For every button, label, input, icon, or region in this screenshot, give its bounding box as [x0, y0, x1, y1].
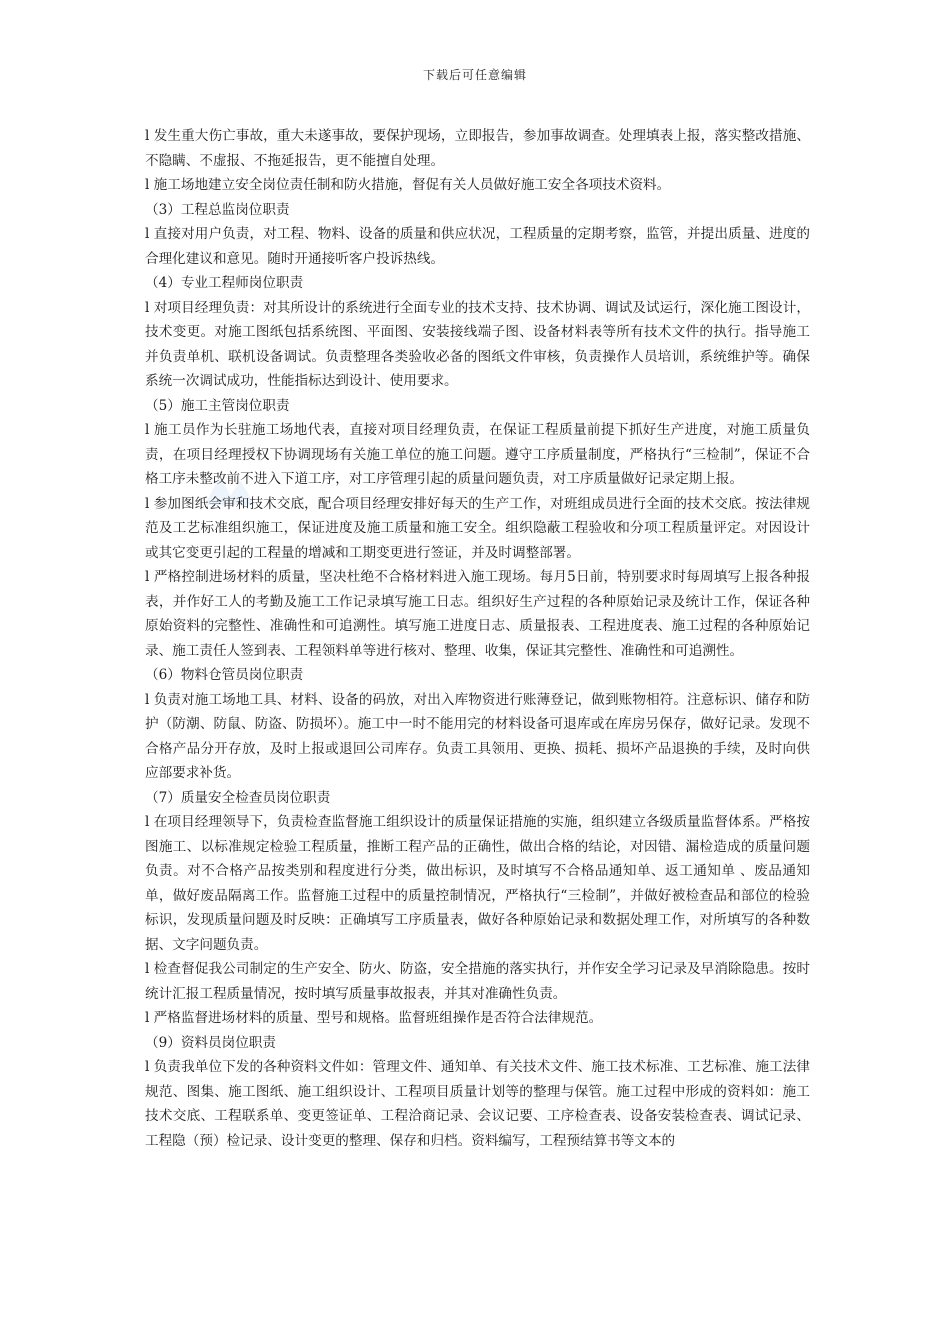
paragraph: l 负责对施工场地工具、材料、设备的码放，对出入库物资进行账薄登记，做到账物相符。注意标识、储存和防护（防潮、防鼠、防盗、防损坏）。施工中一时不能用完的材料设备可退库或在库房另保存，做好记录。发现不合格产品分开存放，及时上报或退回公司库存。负责工具领用、更换、损耗、损坏产品退换的手续，及时向供应部要求补货。 — [145, 691, 810, 781]
page-header: 下载后可任意编辑 — [422, 68, 527, 82]
paragraph: l 在项目经理领导下，负责检查监督施工组织设计的质量保证措施的实施，组织建立各级质量监督体系。严格按图施工、以标准规定检验工程质量，推断工程产品的正确性，做出合格的结论，对因错、漏检造成的质量问题负责。对不合格产品按类别和程度进行分类，做出标识，及时填写不合格品通知单、返工通知单 、废品通知单，做好废品隔离工作。监督施工过程中的质量控制情况，严格执行“三检制”，并做好被检查品和部位的检验标识，发现质量问题及时反映：正确填写工序质量表，做好各种原始记录和数据处理工作，对所填写的各种数据、文字问题负责。 — [145, 814, 810, 953]
section-heading: （4）专业工程师岗位职责 — [145, 275, 304, 291]
section-heading: （3）工程总监岗位职责 — [145, 201, 290, 218]
paragraph: l 检查督促我公司制定的生产安全、防火、防盗，安全措施的落实执行，并作安全学习记录及早消除隐患。按时统计汇报工程质量情况，按时填写质量事故报表，并其对准确性负责。 — [145, 961, 810, 1002]
paragraph: l 施工场地建立安全岗位责任制和防火措施，督促有关人员做好施工安全各项技术资料。 — [145, 177, 671, 193]
section-heading: （5）施工主管岗位职责 — [145, 397, 290, 414]
section-heading: （9）资料员岗位职责 — [145, 1034, 276, 1051]
paragraph: l 施工员作为长驻施工场地代表，直接对项目经理负责，在保证工程质量前提下抓好生产进度，对施工质量负责，在项目经理授权下协调现场有关施工单位的施工问题。遵守工序质量制度，严格执行“三检制”，保证不合格工序未整改前不进入下道工序，对工序管理引起的质量问题负责，对工序质量做好记录定期上报。 — [145, 422, 810, 487]
paragraph: l 严格监督进场材料的质量、型号和规格。监督班组操作是否符合法律规范。 — [145, 1010, 603, 1026]
paragraph: l 对项目经理负责：对其所设计的系统进行全面专业的技术支持、技术协调、调试及试运行，深化施工图设计，技术变更。对施工图纸包括系统图、平面图、安装接线端子图、设备材料表等所有技术文件的执行。指导施工并负责单机、联机设备调试。负责整理各类验收必备的图纸文件审核，负责操作人员培训，系统维护等。确保系统一次调试成功，性能指标达到设计、使用要求。 — [145, 299, 810, 389]
section-heading: （7）质量安全检查员岗位职责 — [145, 789, 331, 806]
paragraph: l 严格控制进场材料的质量，坚决杜绝不合格材料进入施工现场。每月5日前，特别要求时每周填写上报各种报表，并作好工人的考勤及施工工作记录填写施工日志。组织好生产过程的各种原始记录及统计工作，保证各种原始资料的完整性、准确性和可追溯性。填写施工进度日志、质量报表、工程进度表、施工过程的各种原始记录、施工责任人签到表、工程领料单等进行核对、整理、收集，保证其完整性、准确性和可追溯性。 — [145, 569, 810, 659]
paragraph: l 直接对用户负责，对工程、物料、设备的质量和供应状况，工程质量的定期考察，监管，并提出质量、进度的合理化建议和意见。随时开通接听客户投诉热线。 — [145, 226, 810, 267]
paragraph: l 负责我单位下发的各种资料文件如：管理文件、通知单、有关技术文件、施工技术标准、工艺标准、施工法律规范、图集、施工图纸、施工组织设计、工程项目质量计划等的整理与保管。施工过程中形成的资料如：施工技术交底、工程联系单、变更签证单、工程洽商记录、会议记要、工序检查表、设备安装检查表、调试记录、工程隐（预）检记录、设计变更的整理、保存和归档。资料编写，工程预结算书等文本的 — [145, 1059, 810, 1149]
paragraph: l 发生重大伤亡事故，重大未遂事故，要保护现场，立即报告，参加事故调查。处理填表上报，落实整改措施、不隐瞒、不虚报、不拖延报告，更不能擅自处理。 — [145, 128, 810, 169]
section-heading: （6）物料仓管员岗位职责 — [145, 667, 304, 683]
paragraph: l 参加图纸会审和技术交底，配合项目经理安排好每天的生产工作，对班组成员进行全面的技术交底。按法律规范及工艺标准组织施工，保证进度及施工质量和施工安全。组织隐蔽工程验收和分项工程质量评定。对因设计或其它变更引起的工程量的增减和工期变更进行签证，并及时调整部署。 — [145, 495, 810, 561]
document-body — [145, 124, 810, 1153]
